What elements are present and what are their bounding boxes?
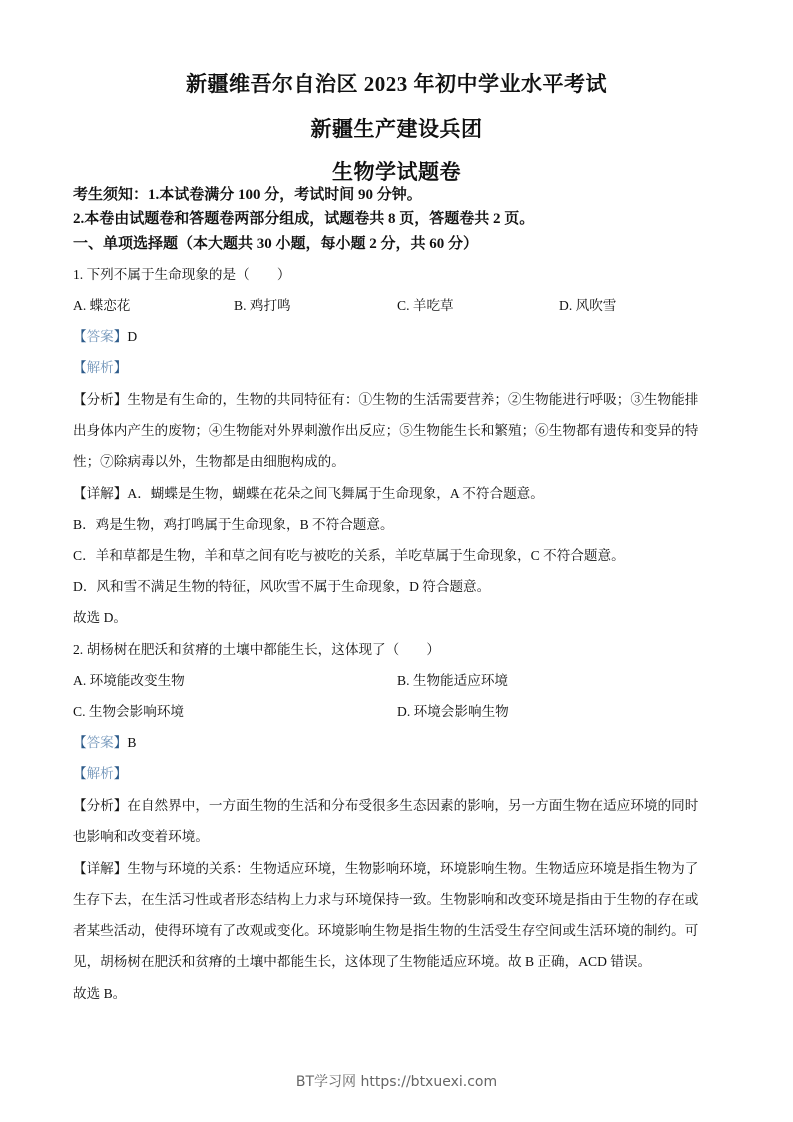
notice-line-2: 2.本卷由试题卷和答题卷两部分组成，试题卷共 8 页，答题卷共 2 页。 <box>73 211 535 227</box>
q2-option-b: B. 生物能适应环境 <box>397 673 509 688</box>
q1-option-d: D. 风吹雪 <box>559 298 617 313</box>
q1-detail-line-3: C．羊和草都是生物，羊和草之间有吃与被吃的关系，羊吃草属于生命现象，C 不符合题意。 <box>73 548 625 563</box>
q1-detail-line-2: B．鸡是生物，鸡打鸣属于生命现象，B 不符合题意。 <box>73 517 394 532</box>
question-1-stem: 1. 下列不属于生命现象的是（ ） <box>73 267 291 282</box>
q2-jiexi-label: 【解析】 <box>73 766 128 781</box>
q2-option-a: A. 环境能改变生物 <box>73 673 185 688</box>
q1-answer <box>73 328 137 346</box>
q2-answer-value: B <box>127 735 137 750</box>
q1-jiexi-label: 【解析】 <box>73 360 128 375</box>
q1-analysis-line-2: 出身体内产生的废物；④生物能对外界刺激作出反应；⑤生物能生长和繁殖；⑥生物都有遗传和变异的特 <box>73 423 699 438</box>
exam-subtitle: 新疆生产建设兵团 <box>310 117 483 141</box>
q1-answer-value: D <box>127 329 138 344</box>
section-heading: 一、单项选择题（本大题共 30 小题，每小题 2 分，共 60 分） <box>73 236 479 252</box>
q2-conclusion: 故选 B。 <box>73 986 127 1001</box>
watermark-footer: BT学习网 https://btxuexi.com <box>295 1074 498 1090</box>
q1-conclusion: 故选 D。 <box>73 610 127 625</box>
q1-detail-line-4: D．风和雪不满足生物的特征，风吹雪不属于生命现象，D 符合题意。 <box>73 579 491 594</box>
question-2-stem: 2. 胡杨树在肥沃和贫瘠的土壤中都能生长，这体现了（ ） <box>73 642 441 657</box>
q1-detail-line-1: 【详解】A．蝴蝶是生物，蝴蝶在花朵之间飞舞属于生命现象，A 不符合题意。 <box>73 486 544 501</box>
answer-label: 【答案】 <box>73 735 128 750</box>
detail-label: 【详解】 <box>73 486 128 501</box>
paper-title: 生物学试题卷 <box>332 160 461 184</box>
q2-answer <box>73 734 136 752</box>
analysis-label: 【分析】 <box>73 798 128 813</box>
answer-label: 【答案】 <box>73 329 128 344</box>
q2-detail-line-1: 【详解】生物与环境的关系：生物适应环境，生物影响环境，环境影响生物。生物适应环境是指生物为了 <box>73 861 699 876</box>
exam-title: 新疆维吾尔自治区 2023 年初中学业水平考试 <box>186 72 607 96</box>
q1-option-b: B. 鸡打鸣 <box>234 298 291 313</box>
q2-detail-line-3: 者某些活动，使得环境有了改观或变化。环境影响生物是指生物的生活受生存空间或生活环境的制约。可 <box>73 923 699 938</box>
notice-line-1: 考生须知：1.本试卷满分 100 分，考试时间 90 分钟。 <box>73 187 422 203</box>
q2-detail-line-2: 生存下去，在生活习性或者形态结构上力求与环境保持一致。生物影响和改变环境是指由于生物的存在或 <box>73 892 699 907</box>
q1-analysis-line-3: 性；⑦除病毒以外，生物都是由细胞构成的。 <box>73 454 345 469</box>
q1-analysis-line-1: 【分析】生物是有生命的，生物的共同特征有：①生物的生活需要营养；②生物能进行呼吸；③生物能排 <box>73 392 699 407</box>
q2-analysis-line-1: 【分析】在自然界中，一方面生物的生活和分布受很多生态因素的影响，另一方面生物在适应环境的同时 <box>73 798 699 813</box>
detail-label: 【详解】 <box>73 861 128 876</box>
q2-option-d: D. 环境会影响生物 <box>397 704 509 719</box>
q2-option-c: C. 生物会影响环境 <box>73 704 185 719</box>
q2-analysis-line-2: 也影响和改变着环境。 <box>73 829 209 844</box>
q2-detail-line-4: 见，胡杨树在肥沃和贫瘠的土壤中都能生长，这体现了生物能适应环境。故 B 正确，ACD 错误。 <box>73 954 652 969</box>
analysis-label: 【分析】 <box>73 392 128 407</box>
q1-option-a: A. 蝶恋花 <box>73 298 131 313</box>
q1-option-c: C. 羊吃草 <box>397 298 454 313</box>
